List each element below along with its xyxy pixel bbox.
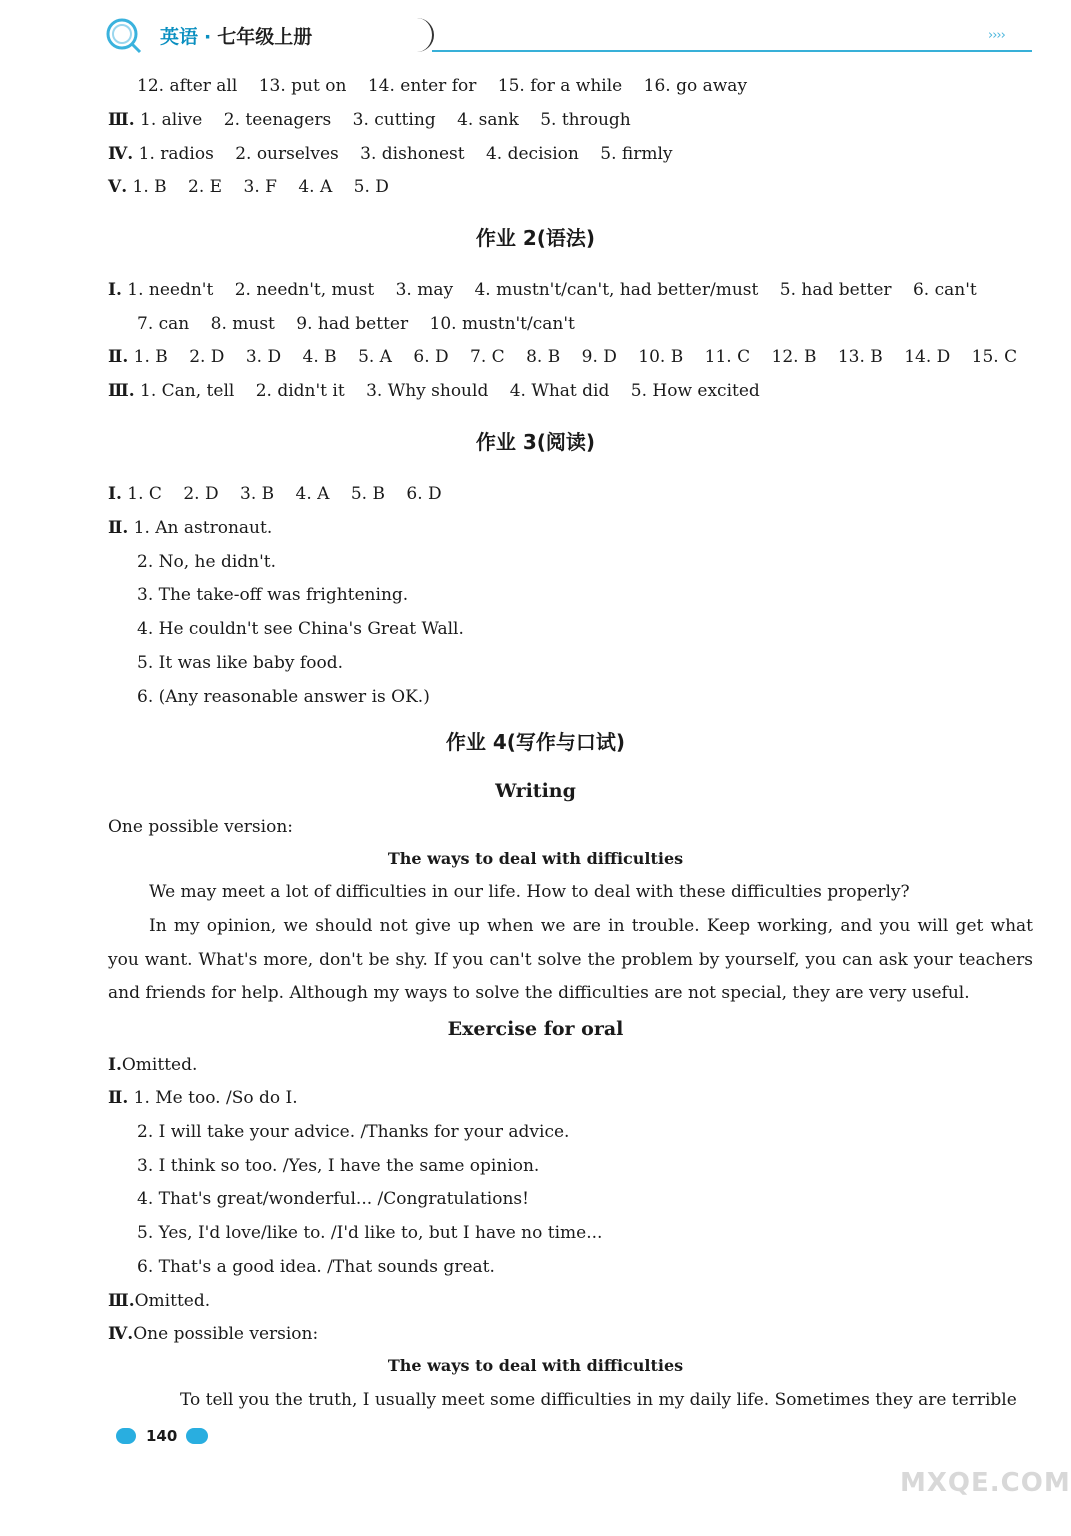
answer-item: 1. C	[127, 484, 162, 504]
section-numeral: Ⅲ.	[108, 1291, 135, 1311]
answer-item: 3. Why should	[366, 381, 489, 401]
essay-title: The ways to deal with difficulties	[387, 1356, 684, 1375]
page-pill-left	[116, 1428, 136, 1444]
answer-item: 4. He couldn't see China's Great Wall.	[137, 619, 464, 639]
section-numeral: Ⅳ.	[108, 144, 134, 164]
answer-item: 2. No, he didn't.	[137, 552, 277, 572]
section-numeral: Ⅳ.	[108, 1324, 134, 1344]
answer-item: 3. may	[395, 280, 454, 300]
watermark-logo: MXQE.COM	[900, 1468, 1071, 1498]
answer-item: 7. C	[470, 347, 505, 367]
section-numeral: Ⅱ.	[108, 518, 129, 538]
answer-item: 3. D	[245, 347, 282, 367]
hw2-line-2	[108, 346, 1033, 368]
answer-item: 11. C	[704, 347, 751, 367]
section-numeral: Ⅲ.	[108, 381, 135, 401]
essay-paragraph-3: To tell you the truth, I usually meet some difficulties in my daily life. Sometimes they are terrible	[180, 1390, 1017, 1410]
answer-item: 5. How excited	[630, 381, 760, 401]
magnifier-logo-icon	[104, 16, 144, 56]
answer-item: One possible version:	[133, 1324, 319, 1344]
answer-item: 10. B	[638, 347, 684, 367]
oral-line-3	[108, 1290, 210, 1312]
header-separator: ·	[204, 26, 212, 48]
page-header	[0, 0, 1071, 60]
header-arrows: ››››	[988, 28, 1005, 43]
essay-paragraph-1: We may meet a lot of difficulties in our life. How to deal with these difficulties properly?	[149, 882, 910, 902]
essay-paragraph-2: In my opinion, we should not give up when we are in trouble. Keep working, and you will get what you want. What's more, don't be shy. If you can't solve the problem by yourself, you can ask your teachers and friends for help. Although my ways to solve the difficulties are not special, they are very useful.	[108, 916, 1033, 1003]
answer-item: Omitted.	[134, 1291, 211, 1311]
answer-item: 2. ourselves	[235, 144, 339, 164]
answer-line-3	[108, 143, 689, 165]
answer-item: 2. didn't it	[255, 381, 345, 401]
essay-title: The ways to deal with difficulties	[387, 849, 684, 868]
possible-version-label: One possible version:	[108, 817, 293, 837]
answer-item: 1. B	[132, 177, 167, 197]
answer-line-2	[108, 109, 647, 131]
header-bracket	[340, 18, 434, 52]
hw3-line-2	[108, 517, 272, 539]
answer-item: 8. B	[526, 347, 561, 367]
answer-item: 4. A	[295, 484, 330, 504]
answer-item: 3. F	[243, 177, 277, 197]
answer-item: 2. D	[183, 484, 219, 504]
section-numeral: Ⅱ.	[108, 1088, 129, 1108]
answer-item: 3. I think so too. /Yes, I have the same opinion.	[137, 1156, 540, 1176]
answer-item: 6. (Any reasonable answer is OK.)	[137, 687, 430, 707]
answer-line-4	[108, 176, 405, 198]
answer-item: 10. mustn't/can't	[429, 314, 575, 334]
answer-item: 4. What did	[509, 381, 610, 401]
answer-item: 3. cutting	[352, 110, 436, 130]
answer-item: 15. C	[971, 347, 1018, 367]
answer-item: 2. I will take your advice. /Thanks for your advice.	[137, 1122, 570, 1142]
answer-item: 1. B	[133, 347, 168, 367]
answer-item: 2. teenagers	[223, 110, 332, 130]
answer-item: 13. B	[837, 347, 883, 367]
answer-item: 4. That's great/wonderful... /Congratulations!	[137, 1189, 529, 1209]
oral-line-4	[108, 1323, 318, 1345]
header-rule	[432, 50, 1032, 52]
answer-item: 1. radios	[138, 144, 214, 164]
answer-item: 9. D	[581, 347, 617, 367]
answer-item: 6. can't	[912, 280, 977, 300]
answer-item: 2. D	[189, 347, 225, 367]
answer-item: 5. had better	[779, 280, 892, 300]
section-heading-hw3: 作业 3(阅读)	[475, 430, 596, 454]
answer-item: 2. needn't, must	[234, 280, 375, 300]
answer-item: 7. can	[137, 314, 190, 334]
answer-item: 4. decision	[485, 144, 579, 164]
oral-heading: Exercise for oral	[447, 1018, 624, 1040]
hw2-line-1b	[137, 313, 591, 335]
answer-item: 1. alive	[140, 110, 203, 130]
section-numeral: Ⅰ.	[108, 280, 122, 300]
answer-item: 16. go away	[643, 76, 748, 96]
answer-item: 4. A	[298, 177, 333, 197]
answer-item: 15. for a while	[497, 76, 623, 96]
answer-item: 14. D	[904, 347, 951, 367]
answer-item: 5. A	[358, 347, 392, 367]
answer-item: 14. enter for	[367, 76, 477, 96]
answer-item: 6. That's a good idea. /That sounds great.	[137, 1257, 495, 1277]
answer-item: 8. must	[210, 314, 275, 334]
section-heading-hw2: 作业 2(语法)	[475, 226, 596, 250]
answer-item: 5. B	[350, 484, 385, 504]
answer-item: 1. An astronaut.	[133, 518, 273, 538]
oral-line-1	[108, 1054, 197, 1076]
answer-item: 13. put on	[258, 76, 347, 96]
answer-item: 12. B	[771, 347, 817, 367]
answer-item: Omitted.	[121, 1055, 198, 1075]
header-subject: 英语	[160, 26, 199, 48]
answer-item: 4. B	[302, 347, 337, 367]
section-numeral: Ⅰ.	[108, 484, 122, 504]
section-numeral: Ⅴ.	[108, 177, 128, 197]
answer-item: 9. had better	[296, 314, 409, 334]
answer-item: 3. dishonest	[360, 144, 465, 164]
answer-item: 3. The take-off was frightening.	[137, 585, 409, 605]
section-numeral: Ⅲ.	[108, 110, 135, 130]
section-heading-hw4: 作业 4(写作与口试)	[445, 730, 626, 754]
page-number: 140	[146, 1427, 178, 1445]
section-numeral: Ⅱ.	[108, 347, 129, 367]
answer-item: 4. sank	[457, 110, 519, 130]
page-pill-right	[186, 1428, 208, 1444]
hw2-line-1	[108, 279, 993, 301]
answer-item: 2. E	[188, 177, 223, 197]
writing-heading: Writing	[495, 780, 576, 802]
answer-item: 1. Me too. /So do I.	[133, 1088, 298, 1108]
answer-item: 5. Yes, I'd love/like to. /I'd like to, but I have no time...	[137, 1223, 603, 1243]
answer-item: 5. D	[353, 177, 389, 197]
hw3-line-1	[108, 483, 458, 505]
section-numeral: Ⅰ.	[108, 1055, 122, 1075]
header-title	[160, 20, 312, 54]
oral-line-2	[108, 1087, 298, 1109]
answer-line-1	[137, 75, 763, 97]
answer-item: 5. firmly	[600, 144, 673, 164]
answer-item: 3. B	[240, 484, 275, 504]
answer-item: 6. D	[406, 484, 442, 504]
answer-item: 5. through	[540, 110, 631, 130]
answer-item: 6. D	[413, 347, 449, 367]
hw2-line-3	[108, 380, 776, 402]
answer-item: 1. needn't	[127, 280, 214, 300]
answer-item: 4. mustn't/can't, had better/must	[474, 280, 759, 300]
answer-item: 1. Can, tell	[140, 381, 235, 401]
header-grade: 七年级上册	[217, 26, 313, 48]
answer-item: 5. It was like baby food.	[137, 653, 343, 673]
answer-item: 12. after all	[137, 76, 238, 96]
